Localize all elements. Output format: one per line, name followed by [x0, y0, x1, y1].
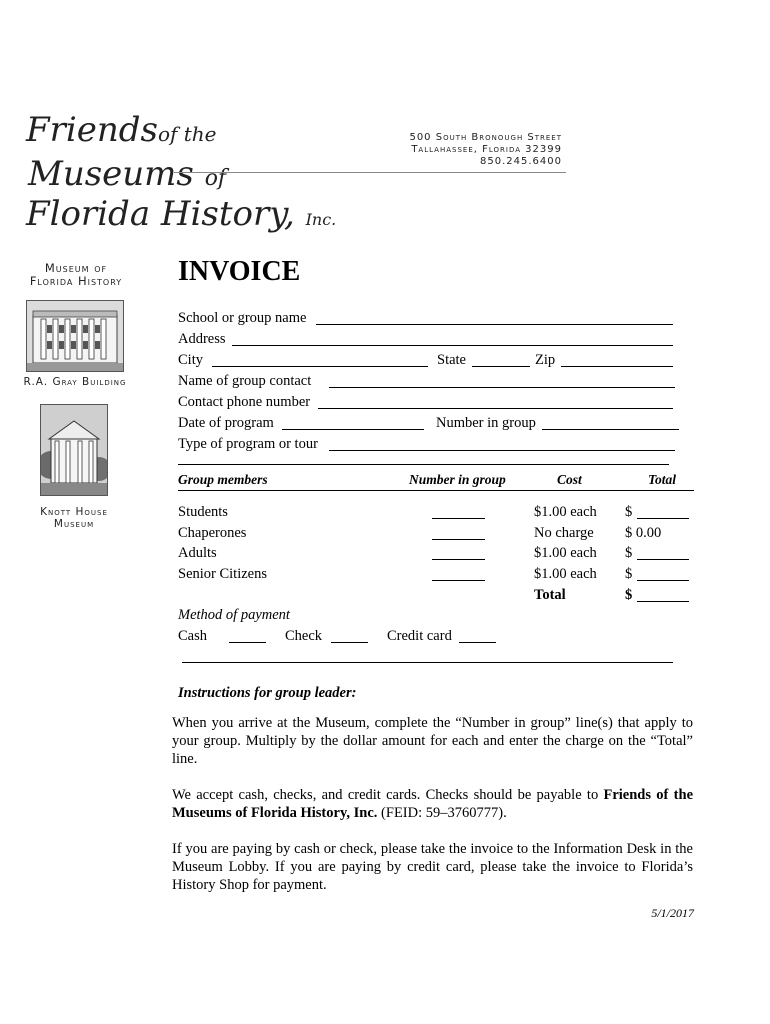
- ra-gray-building-image: [26, 300, 124, 372]
- row-adults-cost: $1.00 each: [534, 545, 597, 561]
- city-label: City: [178, 352, 203, 368]
- row-chaperones-total: $ 0.00: [625, 525, 662, 541]
- state-field[interactable]: [472, 366, 530, 367]
- organization-logo: [26, 110, 337, 240]
- row-seniors-cost: $1.00 each: [534, 566, 597, 582]
- grand-total-field[interactable]: [637, 601, 689, 602]
- instructions-paragraph-3: If you are paying by cash or check, please take the invoice to the Information Desk in the Museum Lobby. If you are paying by credit card, please take the invoice to Florida’s History Shop for payment.: [172, 841, 693, 893]
- row-adults-member: Adults: [178, 545, 217, 561]
- city-state-zip: Tallahassee, Florida 32399: [411, 144, 562, 155]
- row-students-cost: $1.00 each: [534, 504, 597, 520]
- address-block: [400, 132, 562, 168]
- type-row: [178, 436, 318, 453]
- row-adults-number-field[interactable]: [432, 559, 485, 560]
- form-divider: [178, 464, 669, 465]
- museum-name: [22, 262, 130, 288]
- knott-house-image: [40, 404, 108, 496]
- header-total: Total: [648, 472, 677, 487]
- row-students-total-field[interactable]: [637, 518, 689, 519]
- row-seniors-total: $: [625, 566, 633, 582]
- school-label: School or group name: [178, 310, 307, 326]
- type-label: Type of program or tour: [178, 436, 318, 452]
- payment-divider: [182, 662, 673, 663]
- payment-check-field[interactable]: [331, 642, 368, 643]
- zip-field[interactable]: [561, 366, 673, 367]
- date-label: Date of program: [178, 415, 274, 431]
- museum-name-line1: Museum of: [44, 261, 108, 275]
- table-header-rule: [178, 490, 694, 491]
- type-field[interactable]: [329, 450, 675, 451]
- row-chaperones-cost: No charge: [534, 525, 594, 541]
- header-cost: Cost: [557, 472, 582, 487]
- row-seniors-total-field[interactable]: [637, 580, 689, 581]
- grand-total-currency: $: [625, 587, 633, 603]
- p2-payee: Friends of the Museums of Florida History, Inc.: [172, 787, 693, 821]
- grand-total-label: Total: [534, 587, 566, 603]
- payment-heading: Method of payment: [178, 607, 290, 623]
- knott-caption-line2: Museum: [53, 518, 95, 530]
- phone-row: [178, 394, 310, 411]
- row-chaperones-member: Chaperones: [178, 525, 247, 541]
- row-adults-total: $: [625, 545, 633, 561]
- phone-field[interactable]: [318, 408, 673, 409]
- contact-label: Name of group contact: [178, 373, 312, 389]
- knott-house-caption: [26, 506, 122, 530]
- date-row: [178, 415, 274, 432]
- payment-check-label: Check: [285, 628, 323, 644]
- state-label: State: [437, 352, 466, 368]
- ra-gray-caption: R.A. Gray Building: [23, 376, 127, 388]
- row-students-member: Students: [178, 504, 228, 520]
- p2-text-a: We accept cash, checks, and credit cards. Checks should be payable to: [172, 787, 604, 803]
- contact-row: [178, 373, 311, 390]
- header-number-in-group: Number in group: [409, 472, 506, 487]
- knott-caption-line1: Knott House: [40, 506, 108, 518]
- logo-line-3: Florida History, Inc.: [26, 194, 337, 234]
- instructions-paragraph-2: [172, 786, 693, 822]
- row-students-total: $: [625, 504, 633, 520]
- instructions-paragraph-1: When you arrive at the Museum, complete the “Number in group” line(s) that apply to your group. Multiply by the dollar amount for each and enter the charge on the “Total” line.: [172, 715, 693, 767]
- page-title: INVOICE: [178, 256, 301, 287]
- address-row: [178, 331, 226, 348]
- address-field[interactable]: [232, 345, 673, 346]
- row-seniors-number-field[interactable]: [432, 580, 485, 581]
- payment-credit-label: Credit card: [387, 628, 452, 644]
- row-chaperones-number-field[interactable]: [432, 539, 485, 540]
- payment-credit-field[interactable]: [459, 642, 496, 643]
- header-group-members: Group members: [178, 472, 268, 487]
- address-label: Address: [178, 331, 226, 347]
- school-row: [178, 310, 306, 327]
- street-address: 500 South Bronough Street: [409, 132, 562, 143]
- logo-line-2: Museums of: [28, 154, 227, 194]
- zip-label: Zip: [535, 352, 556, 368]
- row-seniors-member: Senior Citizens: [178, 566, 268, 582]
- contact-field[interactable]: [329, 387, 675, 388]
- date-field[interactable]: [282, 429, 424, 430]
- logo-line-1: Friendsof the: [26, 110, 217, 150]
- school-field[interactable]: [316, 324, 673, 325]
- header-rule: [174, 172, 566, 173]
- phone-number: 850.245.6400: [480, 156, 562, 167]
- p2-text-b: (FEID: 59–3760777).: [377, 805, 507, 821]
- number-in-group-field[interactable]: [542, 429, 679, 430]
- city-row: [178, 352, 203, 369]
- phone-label: Contact phone number: [178, 394, 311, 410]
- city-field[interactable]: [212, 366, 428, 367]
- date-stamp: 5/1/2017: [651, 906, 694, 920]
- payment-cash-label: Cash: [178, 628, 207, 644]
- payment-cash-field[interactable]: [229, 642, 266, 643]
- number-in-group-label: Number in group: [436, 415, 536, 431]
- instructions-heading: Instructions for group leader:: [178, 685, 357, 701]
- museum-name-line2: Florida History: [29, 274, 123, 288]
- row-students-number-field[interactable]: [432, 518, 485, 519]
- row-adults-total-field[interactable]: [637, 559, 689, 560]
